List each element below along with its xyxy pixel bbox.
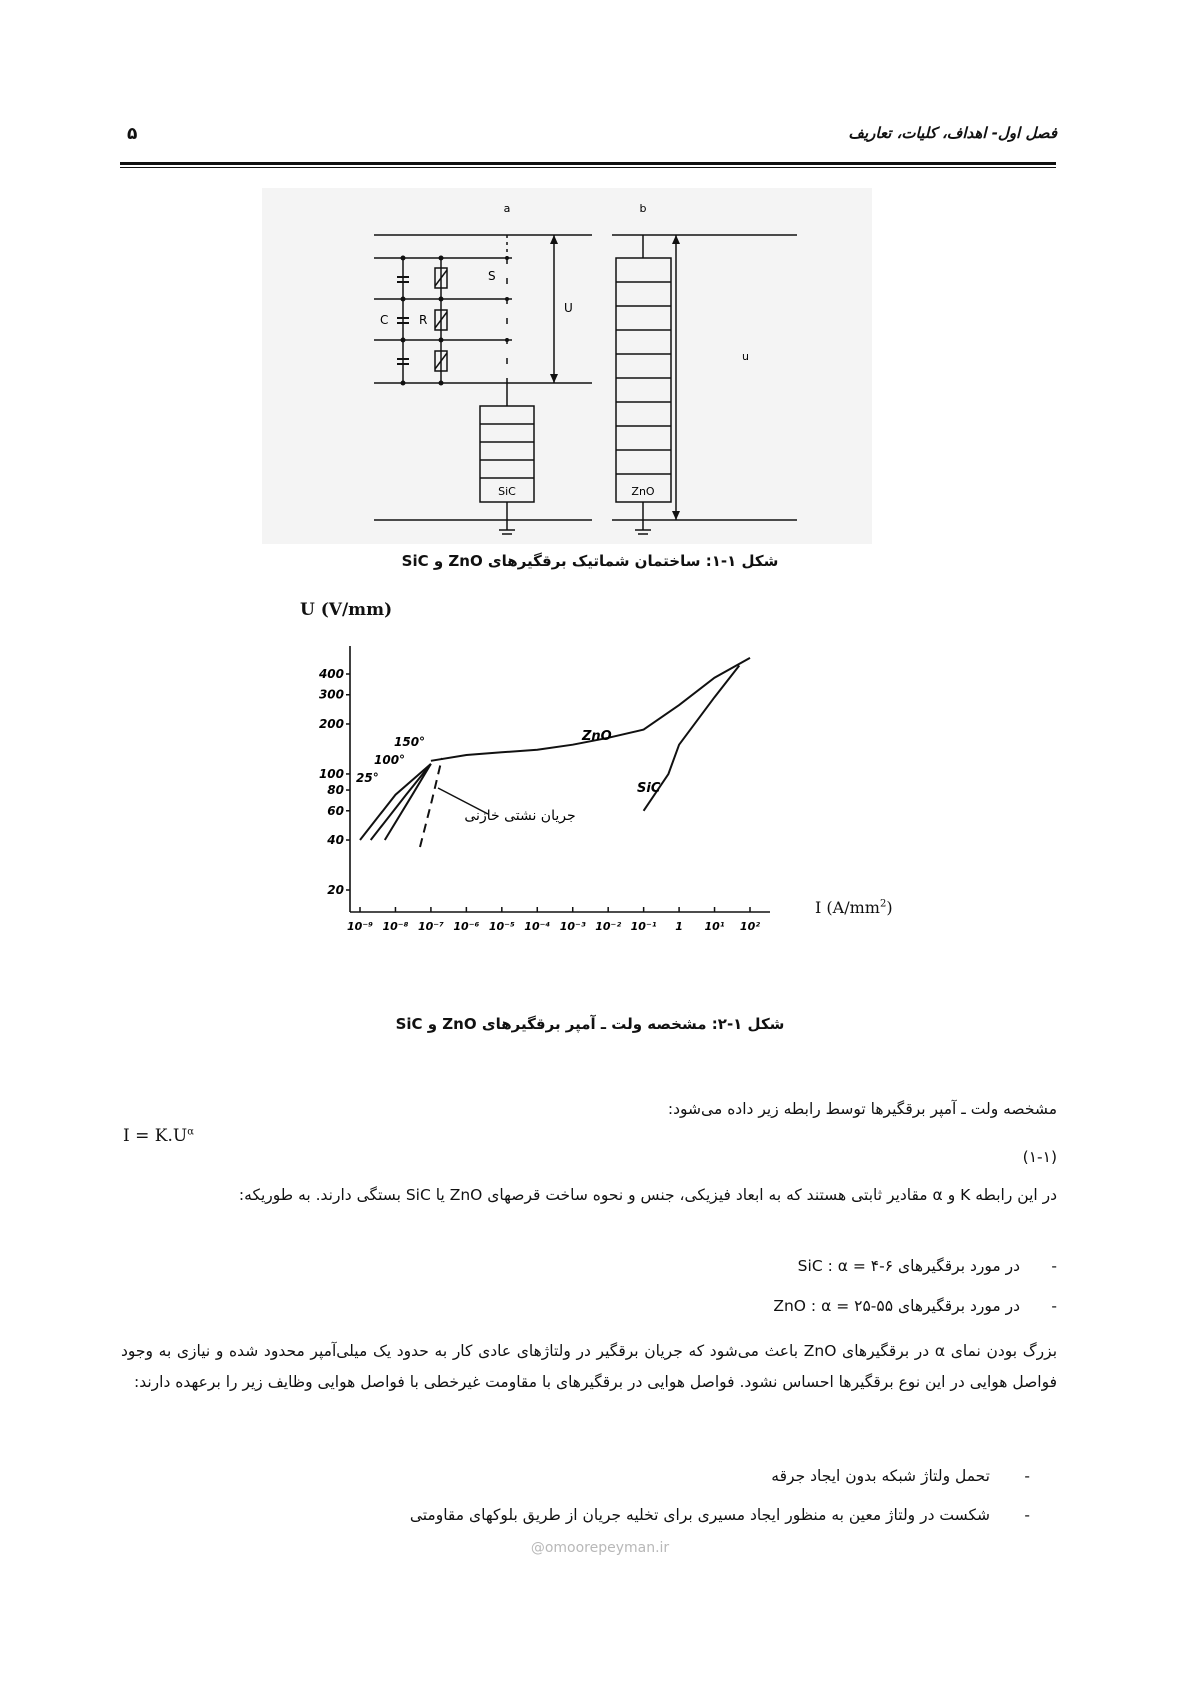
label-s: S	[488, 269, 496, 283]
figure-2-chart	[300, 640, 800, 940]
series-line-100	[371, 764, 431, 840]
y-tick-label: 60	[327, 803, 344, 818]
curve-label-150: 150°	[394, 735, 426, 749]
label-u-left: U	[564, 301, 573, 315]
list-item-1: تحمل ولتاژ شبکه بدون ایجاد جرقه	[771, 1467, 990, 1485]
x-tick-label: 10⁻⁹	[347, 920, 373, 933]
intro-line: مشخصه ولت ـ آمپر برقگیرها توسط رابطه زیر داده می‌شود:	[667, 1100, 1057, 1118]
header-rule	[120, 162, 1056, 165]
x-tick-label: 10⁻⁷	[417, 920, 444, 933]
header-rule-thin	[120, 167, 1056, 168]
label-r: R	[419, 313, 428, 327]
x-tick-label: 10²	[739, 920, 761, 933]
y-tick-label: 20	[327, 883, 344, 897]
y-tick-label: 400	[318, 667, 344, 681]
y-tick-label: 40	[327, 833, 344, 848]
chart-xlabel: I $(A/mm^2)$	[815, 898, 893, 917]
x-tick-label: 10⁻⁵	[488, 920, 515, 933]
x-tick-label: 10¹	[704, 920, 725, 933]
label-sic: SiC	[498, 485, 516, 498]
x-tick-label: 1	[675, 920, 683, 933]
bullet-mark-1: -	[1051, 1257, 1057, 1275]
curve-label-100: 100°	[374, 753, 406, 767]
equation-number: (۱-۱)	[1022, 1148, 1057, 1166]
curve-label-sic: SiC	[637, 781, 661, 796]
x-tick-label: 10⁻²	[595, 920, 622, 933]
figure-1-schematic	[262, 188, 872, 544]
label-b: b	[639, 202, 647, 215]
paragraph-1: در این رابطه K و α مقادیر ثابتی هستند که به ابعاد فیزیکی، جنس و نحوه ساخت قرصهای ZnO یا SiC بستگی دارند. به طوریکه:	[238, 1186, 1057, 1204]
bullet-mark-2: -	[1051, 1297, 1057, 1315]
list-item-2: شکست در ولتاژ معین به منظور ایجاد مسیری برای تخلیه جریان از طریق بلوکهای مقاومتی	[409, 1506, 990, 1524]
page-number: ۵	[127, 124, 138, 144]
x-tick-label: 10⁻³	[559, 920, 586, 933]
bullet-zno: در مورد برقگیرهای ZnO : α = ۲۵-۵۵	[773, 1297, 1020, 1315]
figure-1-caption: شکل ۱-۱: ساختمان شماتیک برقگیرهای ZnO و SiC	[401, 552, 779, 570]
list-mark-1: -	[1024, 1467, 1030, 1485]
y-tick-label: 300	[318, 687, 344, 702]
x-tick-label: 10⁻⁴	[524, 920, 551, 933]
y-tick-label: 200	[318, 716, 344, 731]
label-u-right: u	[742, 350, 749, 363]
y-tick-label: 100	[318, 766, 344, 781]
watermark: @omoorepeyman.ir	[530, 1540, 670, 1556]
bullet-sic: در مورد برقگیرهای SiC : α = ۴-۶	[797, 1257, 1020, 1275]
x-tick-label: 10⁻⁶	[453, 920, 480, 933]
chart-ylabel: U (V/mm)	[300, 600, 393, 620]
curve-label-25: 25°	[356, 771, 379, 785]
figure-2-caption: شکل ۱-۲: مشخصه ولت ـ آمپر برقگیرهای ZnO و SiC	[395, 1015, 785, 1033]
chart-annotation: جریان نشتی خازنی	[464, 808, 576, 824]
y-tick-label: 80	[327, 783, 344, 798]
x-tick-label: 10⁻⁸	[382, 920, 409, 933]
curve-label-zno: ZnO	[582, 729, 612, 744]
header-title: فصل اول- اهداف، کلیات، تعاریف	[848, 124, 1057, 142]
label-zno: ZnO	[631, 485, 655, 498]
series-line-ZnO	[431, 658, 750, 761]
list-mark-2: -	[1024, 1506, 1030, 1524]
x-tick-label: 10⁻¹	[630, 920, 657, 933]
formula: $I = K.U^\alpha$	[123, 1126, 194, 1146]
label-c: C	[380, 313, 389, 327]
label-a: a	[503, 202, 511, 215]
paragraph-2: بزرگ بودن نمای α در برقگیرهای ZnO باعث می‌شود که جریان برقگیر در ولتاژهای عادی کار به حدود یک میلی‌آمپر محدود شده و نیازی به وجود فواصل هوایی در این نوع برقگیرها احساس نشود. فواصل هوایی در برقگیرهای با مقاومت غیرخطی با فواصل هوایی وظایف زیر را برعهده دارند:	[121, 1342, 1058, 1391]
